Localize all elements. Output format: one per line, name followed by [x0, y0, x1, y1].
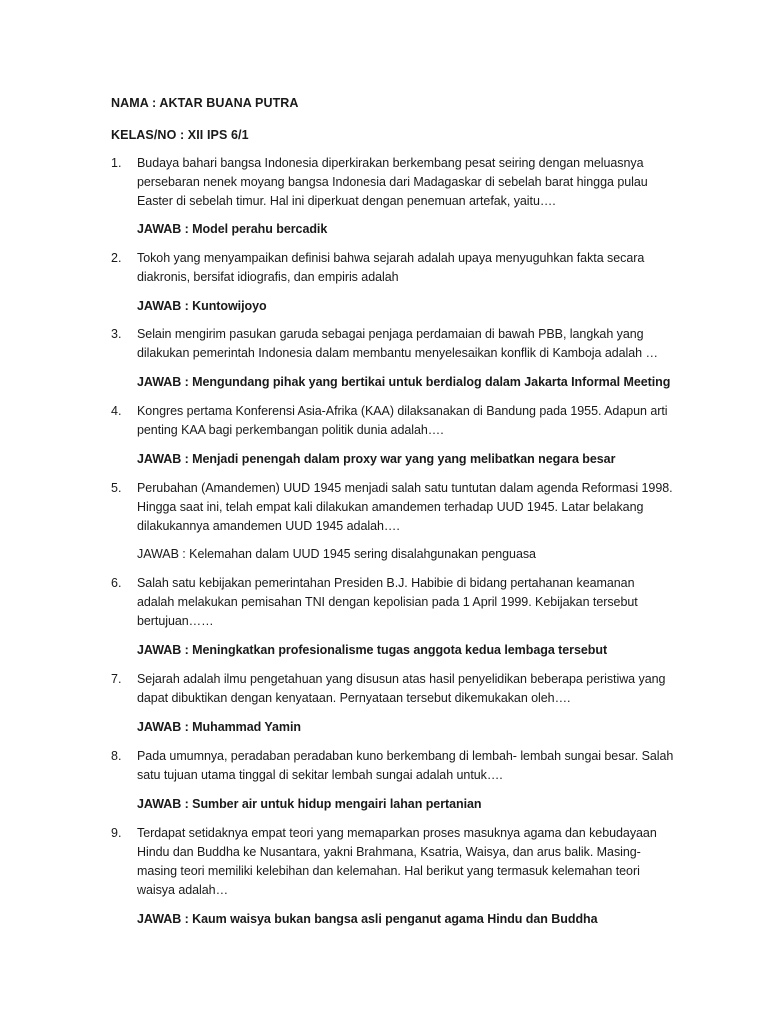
question-number: 8. [111, 749, 122, 763]
question-text: Budaya bahari bangsa Indonesia diperkirakan berkembang pesat seiring dengan meluasnya [137, 156, 644, 170]
answer: JAWAB : Sumber air untuk hidup mengairi lahan pertanian [137, 797, 482, 811]
question-text: satu tujuan utama tinggal di sekitar lembah sungai adalah untuk…. [137, 768, 503, 782]
student-class: KELAS/NO : XII IPS 6/1 [111, 128, 249, 142]
answer: JAWAB : Menjadi penengah dalam proxy war yang yang melibatkan negara besar [137, 452, 616, 466]
question-number: 3. [111, 327, 122, 341]
question-text: Sejarah adalah ilmu pengetahuan yang disusun atas hasil penyelidikan beberapa peristiwa yang [137, 672, 666, 686]
question-text: Hindu dan Buddha ke Nusantara, yakni Brahmana, Ksatria, Waisya, dan arus balik. Masing- [137, 845, 641, 859]
question-number: 2. [111, 251, 122, 265]
question-text: Salah satu kebijakan pemerintahan Presiden B.J. Habibie di bidang pertahanan keamanan [137, 576, 635, 590]
question-number: 9. [111, 826, 122, 840]
answer: JAWAB : Kuntowijoyo [137, 299, 267, 313]
question-text: Selain mengirim pasukan garuda sebagai penjaga perdamaian di bawah PBB, langkah yang [137, 327, 644, 341]
question-text: dilakukannya amandemen UUD 1945 adalah…. [137, 519, 400, 533]
question-text: Hingga saat ini, telah empat kali dilakukan amandemen terhadap UUD 1945. Latar belakang [137, 500, 644, 514]
question-text: diakronis, bersifat idiografis, dan empiris adalah [137, 270, 399, 284]
question-text: Terdapat setidaknya empat teori yang memaparkan proses masuknya agama dan kebudayaan [137, 826, 657, 840]
answer: JAWAB : Mengundang pihak yang bertikai untuk berdialog dalam Jakarta Informal Meeting [137, 375, 671, 389]
question-number: 6. [111, 576, 122, 590]
question-text: adalah melakukan pemisahan TNI dengan kepolisian pada 1 April 1999. Kebijakan tersebut [137, 595, 638, 609]
question-text: Tokoh yang menyampaikan definisi bahwa sejarah adalah upaya menyuguhkan fakta secara [137, 251, 645, 265]
question-number: 5. [111, 481, 122, 495]
question-text: waisya adalah… [137, 883, 229, 897]
question-text: Kongres pertama Konferensi Asia-Afrika (KAA) dilaksanakan di Bandung pada 1955. Adapun arti [137, 404, 668, 418]
student-name: NAMA : AKTAR BUANA PUTRA [111, 96, 299, 110]
answer: JAWAB : Model perahu bercadik [137, 222, 328, 236]
answer: JAWAB : Meningkatkan profesionalisme tugas anggota kedua lembaga tersebut [137, 643, 608, 657]
question-text: dilakukan pemerintah Indonesia dalam membantu menyelesaikan konflik di Kamboja adalah … [137, 346, 658, 360]
question-text: Perubahan (Amandemen) UUD 1945 menjadi salah satu tuntutan dalam agenda Reformasi 1998. [137, 481, 673, 495]
question-text: penting KAA bagi perkembangan politik dunia adalah…. [137, 423, 444, 437]
question-text: dapat dibuktikan dengan kenyataan. Pernyataan tersebut dikemukakan oleh…. [137, 691, 571, 705]
question-text: bertujuan…… [137, 614, 214, 628]
question-text: masing teori memiliki kelebihan dan kelemahan. Hal berikut yang termasuk kelemahan teori [137, 864, 640, 878]
answer: JAWAB : Kelemahan dalam UUD 1945 sering disalahgunakan penguasa [137, 547, 536, 561]
question-number: 4. [111, 404, 122, 418]
question-text: Pada umumnya, peradaban peradaban kuno berkembang di lembah- lembah sungai besar. Salah [137, 749, 674, 763]
answer: JAWAB : Muhammad Yamin [137, 720, 301, 734]
question-text: Easter di sebelah timur. Hal ini diperkuat dengan penemuan artefak, yaitu…. [137, 194, 556, 208]
question-number: 1. [111, 156, 122, 170]
question-number: 7. [111, 672, 122, 686]
answer: JAWAB : Kaum waisya bukan bangsa asli penganut agama Hindu dan Buddha [137, 912, 598, 926]
question-text: persebaran nenek moyang bangsa Indonesia dari Madagaskar di sebelah barat hingga pulau [137, 175, 648, 189]
